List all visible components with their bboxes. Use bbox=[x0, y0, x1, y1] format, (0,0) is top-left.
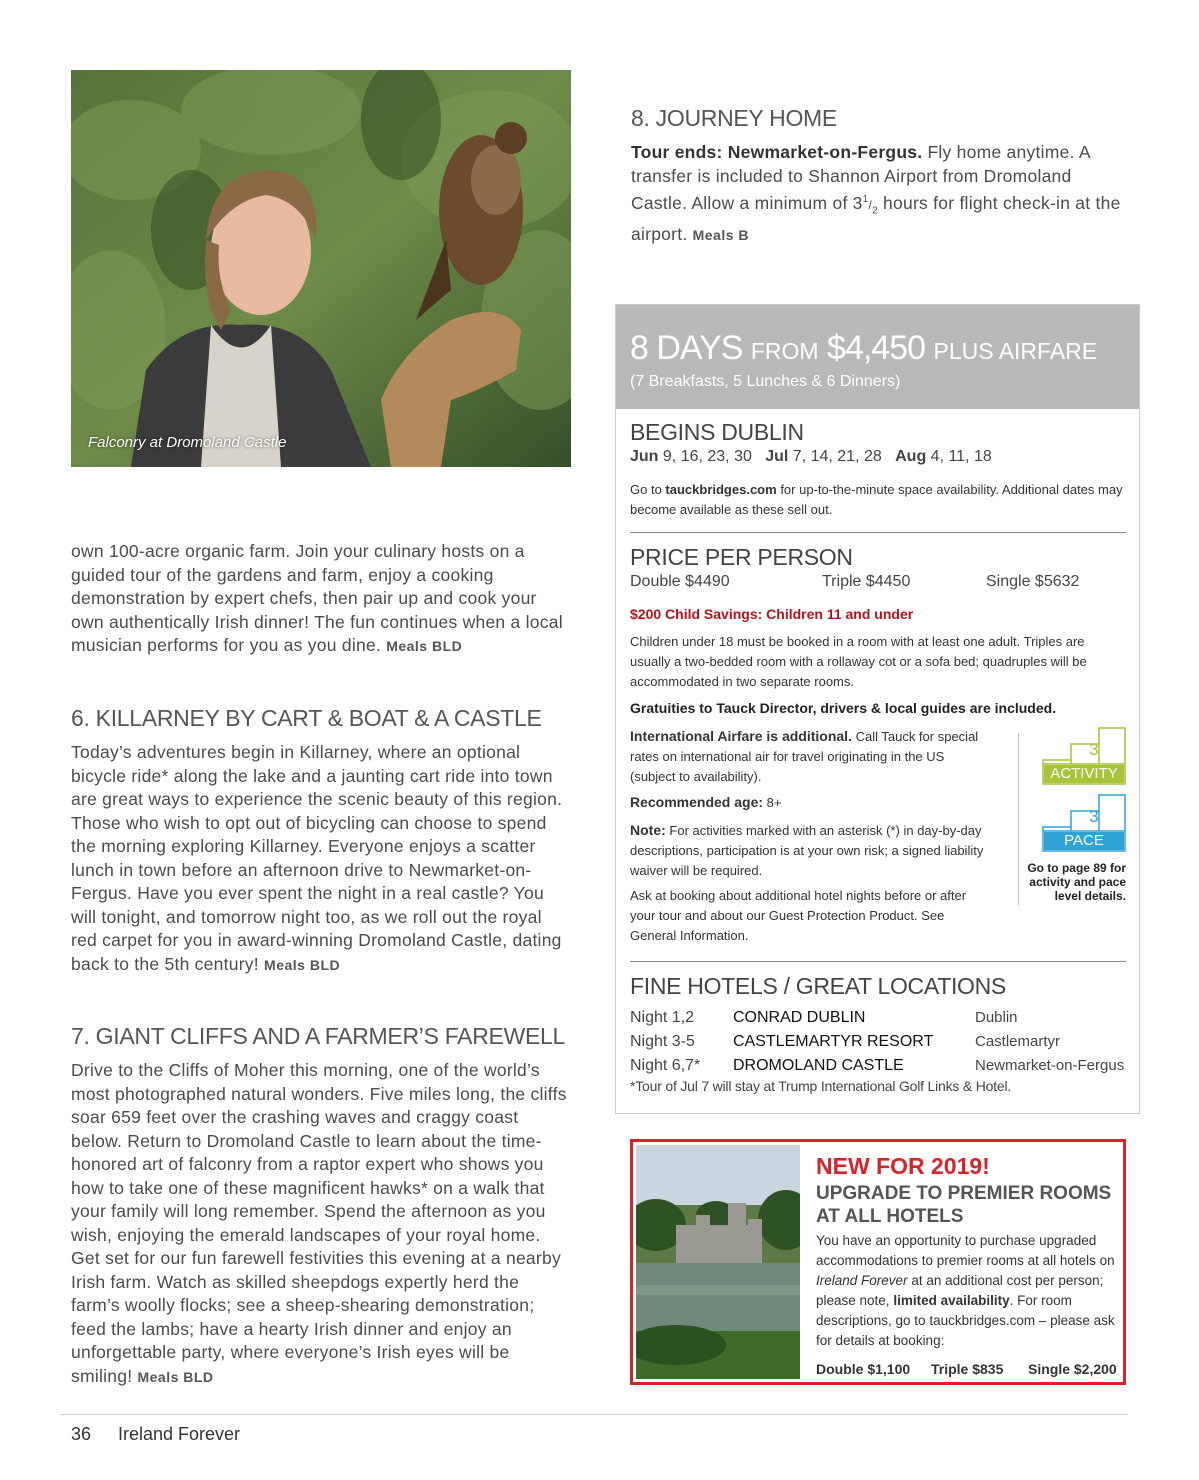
hotel-name: DROMOLAND CASTLE bbox=[733, 1057, 904, 1074]
day8-lead: Tour ends: Newmarket-on-Fergus. bbox=[631, 142, 923, 162]
price-double: Double $4490 bbox=[630, 573, 730, 590]
airfare-bold: International Airfare is additional. bbox=[630, 728, 852, 744]
tauckbridges-link[interactable]: tauckbridges.com bbox=[665, 482, 777, 497]
day6-heading: 6. KILLARNEY BY CART & BOAT & A CASTLE bbox=[71, 705, 542, 731]
day8-heading: 8. JOURNEY HOME bbox=[631, 105, 837, 131]
divider bbox=[630, 532, 1126, 533]
day6-text: Today’s adventures begin in Killarney, where an optional bicycle ride* along the lake and a jaunting cart ride into town are great ways to experience the scenic beauty of this region. Those who wish to opt out of bicycling can choose to spend the morning exploring Killarney. Everyone enjoys a scatter lunch in town before an afternoon drive to Newmarket-on-Fergus. Have you ever spent the night in a real castle? You will tonight, and tomorrow night too, as we roll out the royal red carpet for you in award-winning Dromoland Castle, dating back to the 5th century! bbox=[71, 742, 563, 974]
children-note: Children under 18 must be booked in a room with at least one adult. Triples are usually a two-bedded room with a rollaway cot or a sofa bed; quadruples will be accommodated in two separate rooms. bbox=[630, 634, 1087, 689]
price-title bbox=[630, 329, 1097, 368]
availability-note bbox=[630, 480, 1128, 520]
hotel-nights: Night 6,7* bbox=[630, 1057, 701, 1074]
gratuities-note: Gratuities to Tauck Director, drivers & local guides are included. bbox=[630, 700, 1057, 716]
price-header bbox=[616, 305, 1139, 409]
pace-number: 3 bbox=[1089, 807, 1099, 826]
avail-pre: Go to bbox=[630, 482, 662, 497]
level-note: Go to page 89 for activity and pace level details. bbox=[1027, 861, 1126, 903]
date-month: Aug bbox=[895, 448, 927, 465]
pace-level-icon bbox=[1041, 793, 1127, 853]
plus-airfare-label: PLUS AIRFARE bbox=[933, 338, 1098, 364]
upgrade-text bbox=[816, 1231, 1118, 1351]
ask-note: Ask at booking about additional hotel nights before or after your tour and about our Guest Protection Product. See General Information. bbox=[630, 888, 967, 943]
upgrade-price-single: Single $2,200 bbox=[1028, 1361, 1117, 1377]
meals-summary: (7 Breakfasts, 5 Lunches & 6 Dinners) bbox=[630, 373, 901, 390]
upgrade-price-double: Double $1,100 bbox=[816, 1361, 911, 1377]
falconry-photo bbox=[71, 70, 571, 467]
hotel-location: Castlemartyr bbox=[975, 1033, 1061, 1050]
hotel-row bbox=[630, 1054, 1130, 1078]
upgrade-text-a: You have an opportunity to purchase upgraded accommodations to premier rooms at all hotels on bbox=[816, 1233, 1115, 1268]
activity-level-icon bbox=[1041, 726, 1127, 786]
upgrade-text-b: at an additional cost per person; please note, bbox=[816, 1273, 1104, 1308]
avail-post: for up-to-the-minute space availability. Additional dates may become available as these sell out. bbox=[630, 482, 1123, 517]
days-label: 8 DAYS bbox=[630, 329, 743, 367]
upgrade-title bbox=[816, 1182, 1111, 1228]
pace-label: PACE bbox=[1064, 832, 1104, 849]
level-divider bbox=[1018, 733, 1019, 905]
child-savings: $200 Child Savings: Children 11 and under bbox=[630, 606, 914, 622]
divider bbox=[630, 961, 1126, 962]
day8-meals: Meals B bbox=[692, 226, 750, 243]
hotel-name: CASTLEMARTYR RESORT bbox=[733, 1033, 934, 1050]
upgrade-promo-box bbox=[630, 1139, 1126, 1385]
frac-num: 1 bbox=[862, 194, 869, 205]
departure-dates bbox=[630, 448, 992, 466]
date-month: Jul bbox=[765, 448, 789, 465]
price-triple: Triple $4450 bbox=[822, 573, 911, 590]
price-value: $4,450 bbox=[827, 329, 926, 367]
day7-meals: Meals BLD bbox=[137, 1368, 214, 1385]
date-days: 9, 16, 23, 30 bbox=[662, 448, 752, 465]
upgrade-text-c: . For room descriptions, go to tauckbridges.com – please ask for details at booking: bbox=[816, 1293, 1115, 1348]
day7-text: Drive to the Cliffs of Moher this morning, one of the world’s most photographed natural wonders. Five miles long, the cliffs soar 659 feet over the crashing waves and craggy coast below. Return to Dromoland Castle to learn about the time-honored art of falconry from a raptor expert who shows you how to take one of these magnificent hawks* on a walk that your family will long remember. Spend the afternoon as you wish, enjoying the emerald landscapes of your royal home. Get set for our fun farewell festivities this evening at a nearby Irish farm. Watch as skilled sheepdogs expertly herd the farm’s woolly flocks; see a sheep-shearing demonstration; feed the lambs; have a hearty Irish dinner and enjoy an unforgettable party, where everyone’s Irish eyes will be smiling! bbox=[71, 1060, 567, 1386]
intro-paragraph bbox=[71, 540, 571, 659]
hotel-row bbox=[630, 1006, 1130, 1030]
intro-meals: Meals BLD bbox=[386, 638, 463, 654]
day7-paragraph bbox=[71, 1059, 571, 1389]
hotel-row bbox=[630, 1030, 1130, 1054]
hotel-footnote: *Tour of Jul 7 will stay at Trump International Golf Links & Hotel. bbox=[630, 1078, 1012, 1094]
date-days: 7, 14, 21, 28 bbox=[792, 448, 882, 465]
castle-illustration bbox=[636, 1145, 800, 1379]
upgrade-price-triple: Triple $835 bbox=[931, 1361, 1004, 1377]
hotel-location: Dublin bbox=[975, 1009, 1018, 1026]
new-badge: NEW FOR 2019! bbox=[816, 1153, 990, 1179]
date-days: 4, 11, 18 bbox=[930, 448, 992, 465]
day8-text-a: Fly home anytime. A transfer is included to Shannon Airport from Dromoland Castle. Allow a minimum of 3 bbox=[631, 142, 1090, 213]
day6-meals: Meals BLD bbox=[264, 956, 341, 973]
day6-paragraph bbox=[71, 741, 571, 977]
airfare-text: Call Tauck for special rates on international air for travel originating in the US (subject to availability). bbox=[630, 729, 979, 784]
tour-info-box bbox=[615, 304, 1140, 1114]
falconry-illustration bbox=[71, 70, 571, 467]
hotel-location: Newmarket-on-Fergus bbox=[975, 1057, 1125, 1074]
note-bold: Note: bbox=[630, 822, 666, 838]
age-value: 8+ bbox=[766, 795, 782, 810]
from-label: FROM bbox=[750, 338, 819, 364]
airfare-note bbox=[630, 726, 990, 787]
date-month: Jun bbox=[630, 448, 659, 465]
age-note bbox=[630, 792, 782, 813]
day8-paragraph: Tour ends: Newmarket-on-Fergus. Fly home anytime. A transfer is included to Shannon Airport from Dromoland Castle. Allow a minimum of $3^1/_2$ hours for flight check-in at the airport. Meals B bbox=[631, 142, 1121, 244]
page-number: 36 bbox=[71, 1424, 92, 1444]
activity-number: 3 bbox=[1089, 740, 1099, 759]
castle-photo bbox=[636, 1145, 800, 1379]
tour-name: Ireland Forever bbox=[816, 1273, 908, 1288]
upgrade-title-line1: UPGRADE TO PREMIER ROOMS bbox=[816, 1183, 1112, 1204]
upgrade-title-line2: AT ALL HOTELS bbox=[816, 1206, 964, 1227]
frac-den: 2 bbox=[872, 205, 878, 217]
age-bold: Recommended age: bbox=[630, 794, 764, 810]
footer-rule bbox=[60, 1414, 1128, 1415]
limited-availability: limited availability bbox=[893, 1293, 1010, 1308]
hotels-heading: FINE HOTELS / GREAT LOCATIONS bbox=[630, 973, 1006, 999]
photo-caption: Falconry at Dromoland Castle bbox=[88, 434, 287, 451]
publication-title: Ireland Forever bbox=[118, 1424, 241, 1444]
price-single: Single $5632 bbox=[986, 573, 1080, 590]
asterisk-note bbox=[630, 820, 990, 881]
hotel-list bbox=[630, 1006, 1130, 1078]
begins-heading: BEGINS DUBLIN bbox=[630, 419, 804, 445]
hotel-nights: Night 1,2 bbox=[630, 1009, 695, 1026]
note-text: For activities marked with an asterisk (*) in day-by-day descriptions, participation is at your own risk; a signed liability waiver will be required. bbox=[630, 823, 984, 878]
day8-text-b: hours for flight check-in at the airport. bbox=[631, 192, 1121, 244]
day7-heading: 7. GIANT CLIFFS AND A FARMER’S FAREWELL bbox=[71, 1023, 566, 1049]
price-heading: PRICE PER PERSON bbox=[630, 544, 853, 570]
hotel-nights: Night 3-5 bbox=[630, 1033, 695, 1050]
intro-text: own 100-acre organic farm. Join your culinary hosts on a guided tour of the gardens and farm, enjoy a cooking demonstration by expert chefs, then pair up and cook your own authentically Irish dinner! The fun continues when a local musician performs for you as you dine. bbox=[71, 541, 563, 655]
hotel-name: CONRAD DUBLIN bbox=[733, 1009, 866, 1026]
activity-label: ACTIVITY bbox=[1050, 765, 1118, 782]
